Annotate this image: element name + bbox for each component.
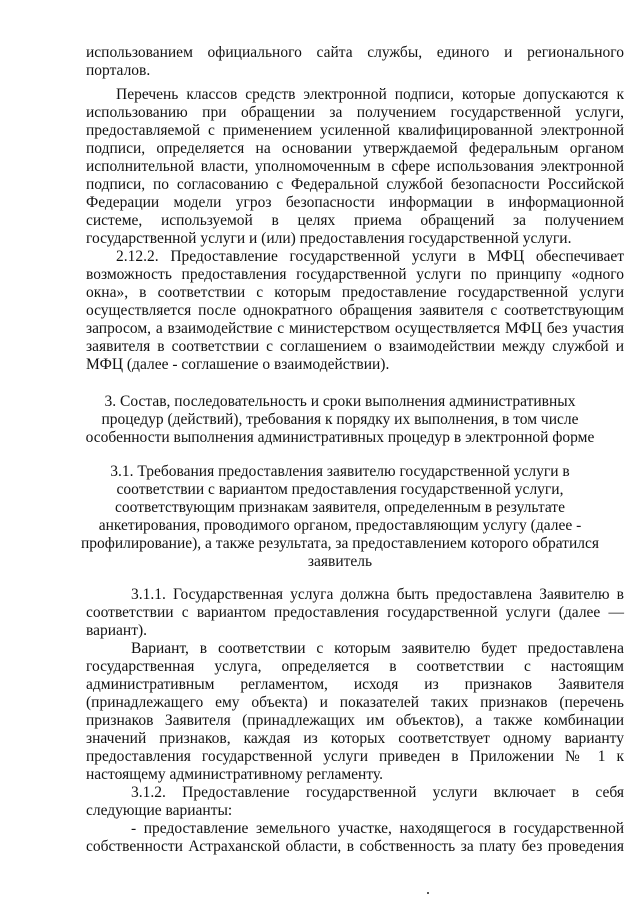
text-line: использованию при обращении за получением государственной услуги, [86,104,624,121]
subsection-heading-line: соответствующим признакам заявителя, определенным в результате [115,499,565,516]
text-line: предоставляемой с применением усиленной квалифицированной электронной [86,122,624,139]
text-line: окна», в соответствии с которым предоставление государственной услуги [86,284,624,301]
list-item-line: - предоставление земельного участке, находящегося в государственной [131,820,624,837]
text-line: запросом, а взаимодействие с министерством осуществляется МФЦ без участия [86,320,624,337]
subsection-heading-line: профилирование), а также результата, за предоставлением которого обратился [81,535,599,552]
subsection-heading-line: соответствии с вариантом предоставления государственной услуги, [116,481,564,498]
text-line: МФЦ (далее - соглашение о взаимодействии). [86,356,390,373]
text-line: предоставления государственной услуги приведен в Приложении № 1 к [86,748,624,765]
text-line: подписи, по согласованию с Федеральной службой безопасности Российской [86,176,624,193]
text-line: возможность предоставления государственной услуги по принципу «одного [86,266,624,283]
text-line: государственной услуги и (или) предоставления государственной услуги. [86,230,572,247]
text-line: 3.1.1. Государственная услуга должна быть предоставлена Заявителю в [131,586,624,603]
text-line: 3.1.2. Предоставление государственной услуги включает в себя [131,784,624,801]
list-item-line: собственности Астраханской области, в собственность за плату без проведения [86,838,624,855]
text-line: осуществляется после однократного обращения заявителя с соответствующим [86,302,624,319]
text-line: вариант). [86,622,148,639]
text-line: 2.12.2. Предоставление государственной услуги в МФЦ обеспечивает [116,248,624,265]
text-line: Вариант, в соответствии с которым заявителю будет предоставлена [131,640,624,657]
scan-speck [427,892,429,894]
section-heading-line: особенности выполнения административных процедур в электронной форме [85,429,595,446]
text-line: значений признаков, каждая из которых соответствует одному варианту [86,730,624,747]
text-line: порталов. [86,62,151,79]
subsection-heading-line: заявитель [307,553,373,570]
text-line: Перечень классов средств электронной подписи, которые допускаются к [116,86,624,103]
text-line: Федерации модели угроз безопасности информации в информационной [86,194,624,211]
text-line: заявителя в соответствии с соглашением о взаимодействии между службой и [86,338,624,355]
text-line: настоящему административному регламенту. [86,766,383,783]
subsection-heading-line: 3.1. Требования предоставления заявителю государственной услуги в [110,463,570,480]
section-heading-line: 3. Состав, последовательность и сроки выполнения административных [104,393,576,410]
text-line: системе, используемой в целях приема обращений за получением [86,212,624,229]
text-line: (принадлежащего ему объекта) и показателей таких признаков (перечень [86,694,624,711]
text-line: административным регламентом, исходя из признаков Заявителя [86,676,624,693]
text-line: подписи, определяется на основании утверждаемой федеральным органом [86,140,624,157]
text-line: соответствии с вариантом предоставления государственной услуги (далее — [86,604,624,621]
text-line: признаков Заявителя (принадлежащих им объектов), а также комбинации [86,712,624,729]
subsection-heading-line: анкетирования, проводимого органом, предоставляющим услугу (далее - [98,517,582,534]
section-heading-line: процедур (действий), требования к порядку их выполнения, в том числе [101,411,579,428]
text-line: государственная услуга, определяется в соответствии с настоящим [86,658,624,675]
text-line: исполнительной власти, уполномоченным в сфере использования электронной [86,158,624,175]
text-line: следующие варианты: [86,802,233,819]
text-line: использованием официального сайта службы, единого и регионального [86,44,624,61]
